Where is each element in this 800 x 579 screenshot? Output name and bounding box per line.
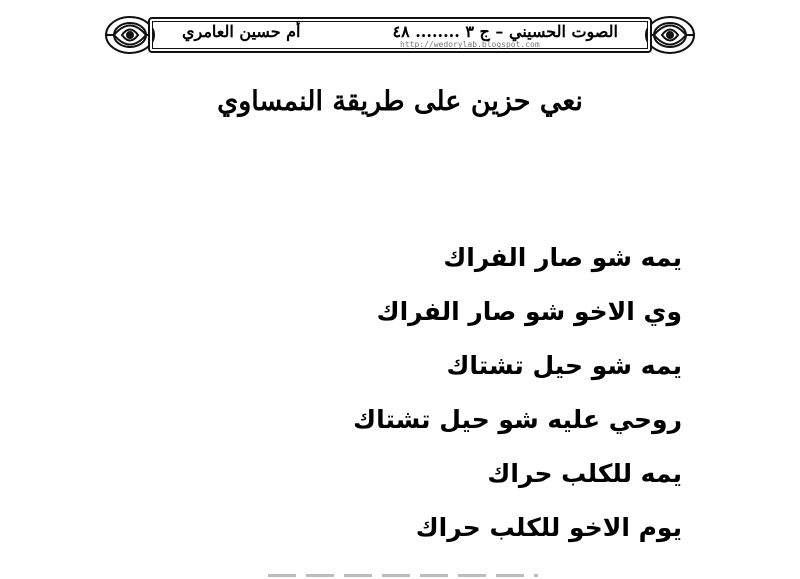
header-series-text: الصوت الحسيني – ج ٣ ........ ٤٨ [392,22,618,41]
verse-line: يمه للكلب حراك [487,459,682,488]
footer-divider [268,574,538,577]
verse-line: يوم الاخو للكلب حراك [415,513,682,542]
verse-line: روحي عليه شو حيل تشتاك [353,405,682,434]
verse-line: يمه شو صار الفراك [443,243,682,272]
verse-line: وي الاخو شو صار الفراك [376,297,682,326]
poem-verses [182,238,682,562]
page-header [100,14,700,56]
ornament-right-icon [644,14,700,56]
verse-line: يمه شو حيل تشتاك [446,351,682,380]
poem-title: نعي حزين على طريقة النمساوي [217,86,583,117]
header-author-text: أم حسين العامري [182,22,301,41]
header-watermark-url: http://wedorylab.blogspot.com [400,40,540,49]
